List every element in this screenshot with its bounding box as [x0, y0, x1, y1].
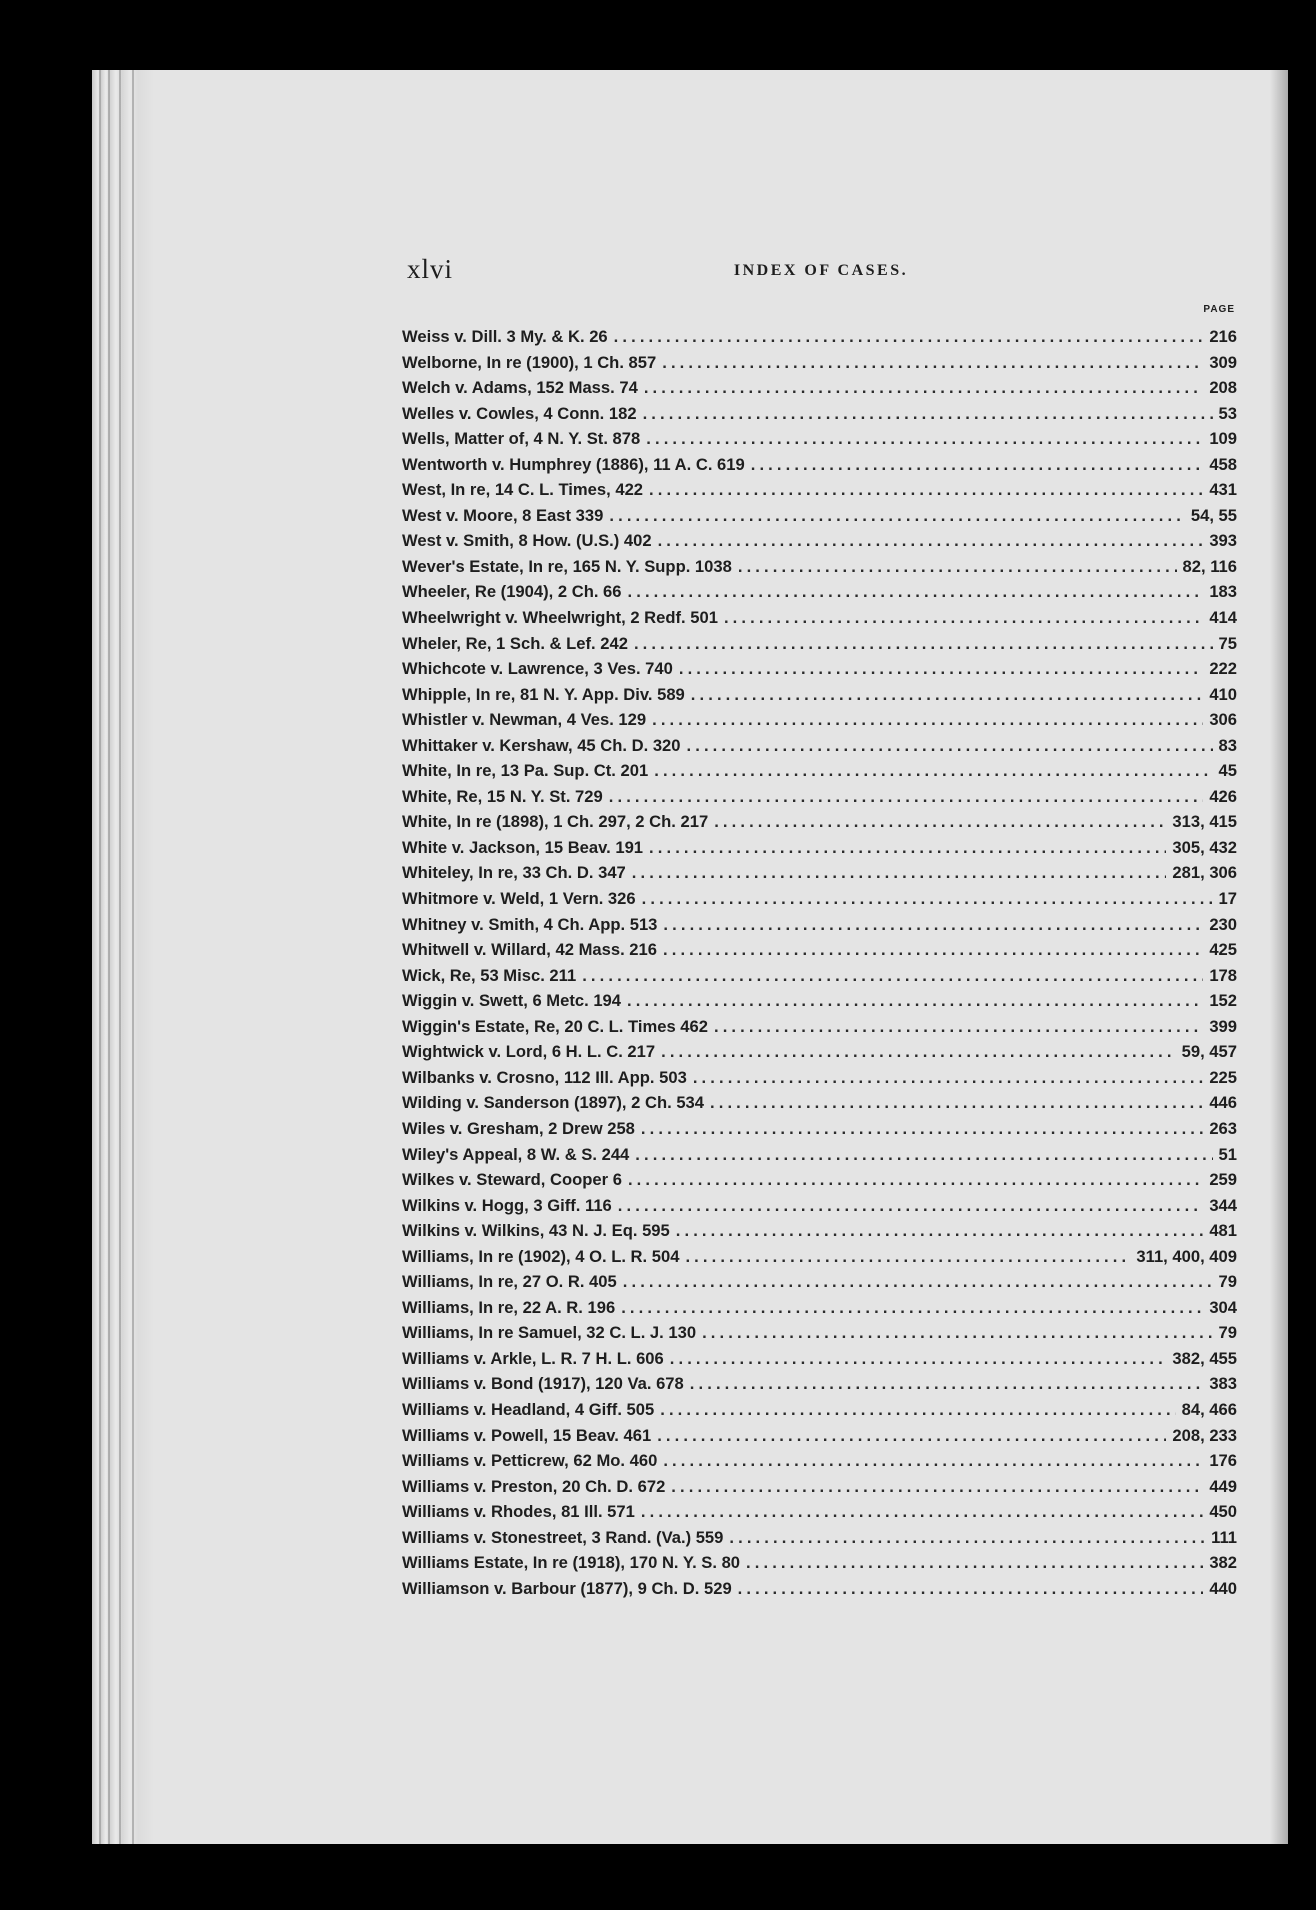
index-entry [402, 1576, 1237, 1602]
dot-leader [649, 477, 1203, 503]
index-entry [402, 1423, 1237, 1449]
page-reference: 230 [1209, 914, 1237, 934]
running-head: INDEX OF CASES. [733, 262, 909, 279]
dot-leader [663, 937, 1203, 963]
dot-leader [627, 988, 1203, 1014]
case-citation: Whiteley, In re, 33 Ch. D. 347 [402, 863, 626, 883]
index-entry [402, 1090, 1237, 1116]
page-reference: 208 [1209, 378, 1237, 398]
case-citation: Wilkins v. Wilkins, 43 N. J. Eq. 595 [402, 1221, 670, 1241]
case-citation: Williams, In re Samuel, 32 C. L. J. 130 [402, 1323, 697, 1343]
case-citation: Williams v. Arkle, L. R. 7 H. L. 606 [402, 1348, 664, 1368]
case-citation: Whitwell v. Willard, 42 Mass. 216 [402, 940, 657, 960]
page-reference: 431 [1209, 480, 1237, 500]
page-reference: 311, 400, 409 [1136, 1246, 1237, 1266]
page-reference: 183 [1209, 582, 1237, 602]
index-entry [402, 375, 1237, 401]
page-reference: 410 [1209, 684, 1237, 704]
case-citation: West, In re, 14 C. L. Times, 422 [402, 480, 644, 500]
page-reference: 111 [1211, 1527, 1237, 1547]
case-citation: White, In re, 13 Pa. Sup. Ct. 201 [402, 761, 649, 781]
page-reference: 305, 432 [1172, 837, 1237, 857]
index-entry [402, 912, 1237, 938]
case-citation: Williams, In re, 27 O. R. 405 [402, 1272, 617, 1292]
edge-line [108, 70, 110, 1844]
dot-leader [641, 1116, 1203, 1142]
page-reference: 222 [1209, 659, 1237, 679]
index-entry [402, 860, 1237, 886]
edge-line [119, 70, 121, 1844]
case-citation: Williams v. Stonestreet, 3 Rand. (Va.) 559 [402, 1527, 724, 1547]
dot-leader [582, 963, 1203, 989]
case-citation: Wilding v. Sanderson (1897), 2 Ch. 534 [402, 1093, 705, 1113]
page-reference: 306 [1209, 710, 1237, 730]
dot-leader [738, 554, 1177, 580]
page-reference: 309 [1209, 352, 1237, 372]
case-citation: Williams Estate, In re (1918), 170 N. Y. S. 80 [402, 1553, 741, 1573]
page-reference: 75 [1218, 633, 1237, 653]
index-entry [402, 579, 1237, 605]
dot-leader [654, 758, 1212, 784]
page-reference: 344 [1209, 1195, 1237, 1215]
page-reference: 82, 116 [1182, 556, 1237, 576]
page-reference: 79 [1218, 1323, 1237, 1343]
page-reference: 481 [1209, 1221, 1237, 1241]
page-reference: 263 [1209, 1118, 1237, 1138]
dot-leader [628, 1167, 1203, 1193]
page-reference: 59, 457 [1181, 1042, 1237, 1062]
page-reference: 45 [1218, 761, 1237, 781]
case-citation: Wilkes v. Steward, Cooper 6 [402, 1170, 622, 1190]
page-reference: 176 [1209, 1451, 1237, 1471]
case-citation: Wightwick v. Lord, 6 H. L. C. 217 [402, 1042, 656, 1062]
case-citation: Whichcote v. Lawrence, 3 Ves. 740 [402, 659, 673, 679]
dot-leader [623, 1269, 1213, 1295]
index-entry [402, 1269, 1237, 1295]
case-citation: Wilkins v. Hogg, 3 Giff. 116 [402, 1195, 612, 1215]
dot-leader [663, 912, 1203, 938]
index-entry [402, 758, 1237, 784]
case-citation: Whitmore v. Weld, 1 Vern. 326 [402, 889, 636, 909]
page-reference: 216 [1209, 327, 1237, 346]
page-reference: 313, 415 [1172, 812, 1237, 832]
scanned-page [92, 70, 1288, 1844]
index-entry [402, 1244, 1237, 1270]
index-entry [402, 1014, 1237, 1040]
page-reference: 51 [1218, 1144, 1237, 1164]
index-entry [402, 682, 1237, 708]
case-citation: Whitney v. Smith, 4 Ch. App. 513 [402, 914, 658, 934]
dot-leader [729, 1525, 1205, 1551]
dot-leader [644, 375, 1204, 401]
dot-leader [691, 682, 1204, 708]
index-entry [402, 503, 1237, 529]
index-entry [402, 733, 1237, 759]
folio-number: xlvi [407, 254, 454, 284]
case-citation: White v. Jackson, 15 Beav. 191 [402, 837, 644, 857]
dot-leader [609, 503, 1184, 529]
page-reference: 109 [1209, 429, 1237, 449]
page-reference: 152 [1209, 991, 1237, 1011]
index-entry [402, 1218, 1237, 1244]
dot-leader [657, 1423, 1166, 1449]
page-reference: 79 [1218, 1272, 1237, 1292]
case-citation: West v. Smith, 8 How. (U.S.) 402 [402, 531, 652, 551]
page-reference: 383 [1209, 1374, 1237, 1394]
dot-leader [632, 860, 1167, 886]
dot-leader [658, 528, 1204, 554]
case-citation: White, Re, 15 N. Y. St. 729 [402, 786, 603, 806]
case-citation: Wick, Re, 53 Misc. 211 [402, 965, 577, 985]
dot-leader [614, 324, 1204, 350]
edge-line [132, 70, 134, 1844]
dot-leader [693, 1065, 1204, 1091]
page-reference: 83 [1218, 735, 1237, 755]
index-entry [402, 631, 1237, 657]
page-reference: 178 [1209, 965, 1237, 985]
case-citation: Williams v. Petticrew, 62 Mo. 460 [402, 1451, 658, 1471]
dot-leader [609, 784, 1204, 810]
index-entry [402, 1295, 1237, 1321]
dot-leader [662, 350, 1203, 376]
index-entry [402, 350, 1237, 376]
page-reference: 446 [1209, 1093, 1237, 1113]
case-citation: West v. Moore, 8 East 339 [402, 505, 604, 525]
index-entry [402, 1065, 1237, 1091]
index-entry [402, 1499, 1237, 1525]
index-entry [402, 1550, 1237, 1576]
page-reference: 17 [1218, 889, 1237, 909]
index-entry [402, 1320, 1237, 1346]
page-column-label: PAGE [1203, 304, 1235, 315]
index-entry [402, 1142, 1237, 1168]
index-entry [402, 401, 1237, 427]
index-entry [402, 886, 1237, 912]
index-entry [402, 554, 1237, 580]
dot-leader [621, 1295, 1203, 1321]
page-reference: 281, 306 [1172, 863, 1237, 883]
case-citation: Wells, Matter of, 4 N. Y. St. 878 [402, 429, 641, 449]
page-reference: 53 [1218, 403, 1237, 423]
dot-leader [724, 605, 1203, 631]
dot-leader [642, 886, 1213, 912]
dot-leader [652, 707, 1203, 733]
dot-leader [649, 835, 1166, 861]
page-reference: 458 [1209, 454, 1237, 474]
index-entry [402, 1448, 1237, 1474]
case-citation: Williams, In re (1902), 4 O. L. R. 504 [402, 1246, 680, 1266]
page-reference: 54, 55 [1190, 505, 1237, 525]
page-reference: 208, 233 [1172, 1425, 1237, 1445]
index-entry [402, 1167, 1237, 1193]
dot-leader [663, 1448, 1203, 1474]
dot-leader [714, 809, 1166, 835]
case-citation: Wheler, Re, 1 Sch. & Lef. 242 [402, 633, 628, 653]
index-entry [402, 1193, 1237, 1219]
dot-leader [714, 1014, 1203, 1040]
page-reference: 393 [1209, 531, 1237, 551]
page-reference: 304 [1209, 1297, 1237, 1317]
case-citation: Williams v. Bond (1917), 120 Va. 678 [402, 1374, 684, 1394]
dot-leader [661, 1039, 1176, 1065]
case-citation: Williams v. Rhodes, 81 Ill. 571 [402, 1502, 635, 1522]
case-citation: Wiles v. Gresham, 2 Drew 258 [402, 1118, 635, 1138]
dot-leader [635, 1142, 1212, 1168]
dot-leader [660, 1397, 1175, 1423]
case-citation: Williamson v. Barbour (1877), 9 Ch. D. 529 [402, 1578, 732, 1598]
case-citation: Wiley's Appeal, 8 W. & S. 244 [402, 1144, 630, 1164]
case-citation: Wheeler, Re (1904), 2 Ch. 66 [402, 582, 622, 602]
page-reference: 382 [1209, 1553, 1237, 1573]
case-citation: Weiss v. Dill. 3 My. & K. 26 [402, 327, 608, 346]
case-citation: Wentworth v. Humphrey (1886), 11 A. C. 619 [402, 454, 745, 474]
index-entry [402, 656, 1237, 682]
page-header [407, 254, 1235, 290]
index-entry [402, 1346, 1237, 1372]
dot-leader [643, 401, 1213, 427]
index-entry [402, 988, 1237, 1014]
index-entry [402, 1525, 1237, 1551]
case-citation: Welborne, In re (1900), 1 Ch. 857 [402, 352, 657, 372]
page-reference: 414 [1209, 608, 1237, 628]
page-edge-stack [92, 70, 154, 1844]
dot-leader [641, 1499, 1203, 1525]
case-citation: Wilbanks v. Crosno, 112 Ill. App. 503 [402, 1067, 687, 1087]
dot-leader [710, 1090, 1203, 1116]
case-citation: White, In re (1898), 1 Ch. 297, 2 Ch. 217 [402, 812, 709, 832]
case-citation: Whittaker v. Kershaw, 45 Ch. D. 320 [402, 735, 681, 755]
case-citation: Wiggin's Estate, Re, 20 C. L. Times 462 [402, 1016, 708, 1036]
page-reference: 450 [1209, 1502, 1237, 1522]
index-entry [402, 1116, 1237, 1142]
case-citation: Whistler v. Newman, 4 Ves. 129 [402, 710, 647, 730]
dot-leader [738, 1576, 1204, 1602]
dot-leader [679, 656, 1203, 682]
page-reference: 426 [1209, 786, 1237, 806]
dot-leader [628, 579, 1204, 605]
page-reference: 440 [1209, 1578, 1237, 1598]
index-entry [402, 477, 1237, 503]
index-entry [402, 426, 1237, 452]
dot-leader [690, 1371, 1204, 1397]
index-entry [402, 1397, 1237, 1423]
case-citation: Welch v. Adams, 152 Mass. 74 [402, 378, 638, 398]
case-citation: Williams v. Preston, 20 Ch. D. 672 [402, 1476, 666, 1496]
page-reference: 225 [1209, 1067, 1237, 1087]
edge-line [99, 70, 101, 1844]
case-citation: Wheelwright v. Wheelwright, 2 Redf. 501 [402, 608, 718, 628]
case-index-list [402, 324, 1237, 1601]
index-entry [402, 528, 1237, 554]
index-entry [402, 324, 1237, 350]
case-citation: Williams v. Powell, 15 Beav. 461 [402, 1425, 652, 1445]
case-citation: Welles v. Cowles, 4 Conn. 182 [402, 403, 637, 423]
dot-leader [676, 1218, 1204, 1244]
page-reference: 259 [1209, 1170, 1237, 1190]
dot-leader [685, 1244, 1130, 1270]
dot-leader [670, 1346, 1167, 1372]
index-entry [402, 452, 1237, 478]
page-reference: 84, 466 [1181, 1399, 1237, 1419]
dot-leader [746, 1550, 1203, 1576]
page-reference: 425 [1209, 940, 1237, 960]
index-entry [402, 937, 1237, 963]
index-entry [402, 809, 1237, 835]
dot-leader [687, 733, 1213, 759]
page-shadow [1270, 70, 1288, 1844]
index-entry [402, 605, 1237, 631]
dot-leader [751, 452, 1204, 478]
index-entry [402, 835, 1237, 861]
case-citation: Williams v. Headland, 4 Giff. 505 [402, 1399, 655, 1419]
index-entry [402, 707, 1237, 733]
case-citation: Williams, In re, 22 A. R. 196 [402, 1297, 616, 1317]
index-entry [402, 1371, 1237, 1397]
dot-leader [634, 631, 1213, 657]
index-entry [402, 1474, 1237, 1500]
dot-leader [646, 426, 1203, 452]
index-entry [402, 784, 1237, 810]
page-reference: 382, 455 [1172, 1348, 1237, 1368]
case-citation: Wever's Estate, In re, 165 N. Y. Supp. 1038 [402, 556, 732, 576]
page-reference: 399 [1209, 1016, 1237, 1036]
index-entry [402, 963, 1237, 989]
dot-leader [671, 1474, 1203, 1500]
index-entry [402, 1039, 1237, 1065]
dot-leader [618, 1193, 1204, 1219]
page-reference: 449 [1209, 1476, 1237, 1496]
dot-leader [702, 1320, 1212, 1346]
case-citation: Wiggin v. Swett, 6 Metc. 194 [402, 991, 621, 1011]
case-citation: Whipple, In re, 81 N. Y. App. Div. 589 [402, 684, 685, 704]
